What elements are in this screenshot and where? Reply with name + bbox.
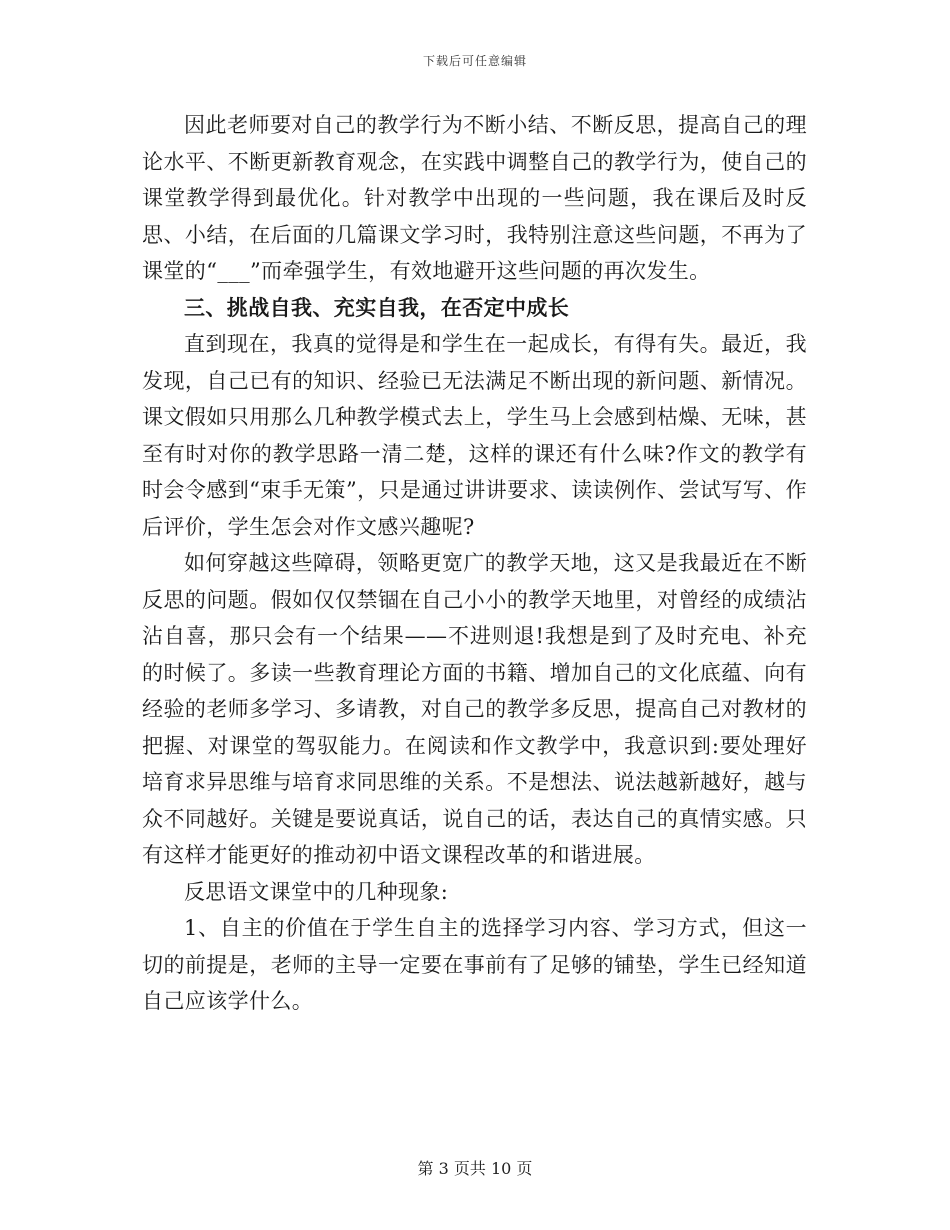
section-heading: 三、挑战自我、充实自我，在否定中成长 [184,294,570,320]
paragraph-overcoming-obstacles: 如何穿越这些障碍，领略更宽广的教学天地，这又是我最近在不断反思的问题。假如仅仅禁锢在自己小小的教学天地里，对曾经的成绩沾沾自喜，那只会有一个结果——不进则退!我想是到了及时充电、补充的时候了。多读一些教育理论方面的书籍、增加自己的文化底蕴、向有经验的老师多学习、多请教，对自己的教学多反思，提高自己对教材的把握、对课堂的驾驭能力。在阅读和作文教学中，我意识到:要处理好培育求异思维与培育求同思维的关系。不是想法、说法越新越好，越与众不同越好。关键是要说真话，说自己的话，表达自己的真情实感。只有这样才能更好的推动初中语文课程改革的和谐进展。 [142,551,807,867]
paragraph-growing-with-students: 直到现在，我真的觉得是和学生在一起成长，有得有失。最近，我发现，自己已有的知识、经验已无法满足不断出现的新问题、新情况。课文假如只用那么几种教学模式去上，学生马上会感到枯燥、无味，甚至有时对你的教学思路一清二楚，这样的课还有什么味?作文的教学有时会令感到“束手无策”，只是通过讲讲要求、读读例作、尝试写写、作后评价，学生怎会对作文感兴趣呢? [142,332,807,539]
paragraph-point-one: 1、自主的价值在于学生自主的选择学习内容、学习方式，但这一切的前提是，老师的主导一定要在事前有了足够的铺垫，学生已经知道自己应该学什么。 [142,916,807,1013]
paragraph-phenomena-intro: 反思语文课堂中的几种现象: [184,879,449,904]
page-header: 下载后可任意编辑 [422,54,527,68]
document-body [142,107,807,1020]
page-number: 第 3 页共 10 页 [417,1159,533,1178]
paragraph-reflection-summary: 因此老师要对自己的教学行为不断小结、不断反思，提高自己的理论水平、不断更新教育观念，在实践中调整自己的教学行为，使自己的课堂教学得到最优化。针对教学中出现的一些问题，我在课后及时反思、小结，在后面的几篇课文学习时，我特别注意这些问题，不再为了课堂的“___”而牵强学生，有效地避开这些问题的再次发生。 [142,113,807,283]
